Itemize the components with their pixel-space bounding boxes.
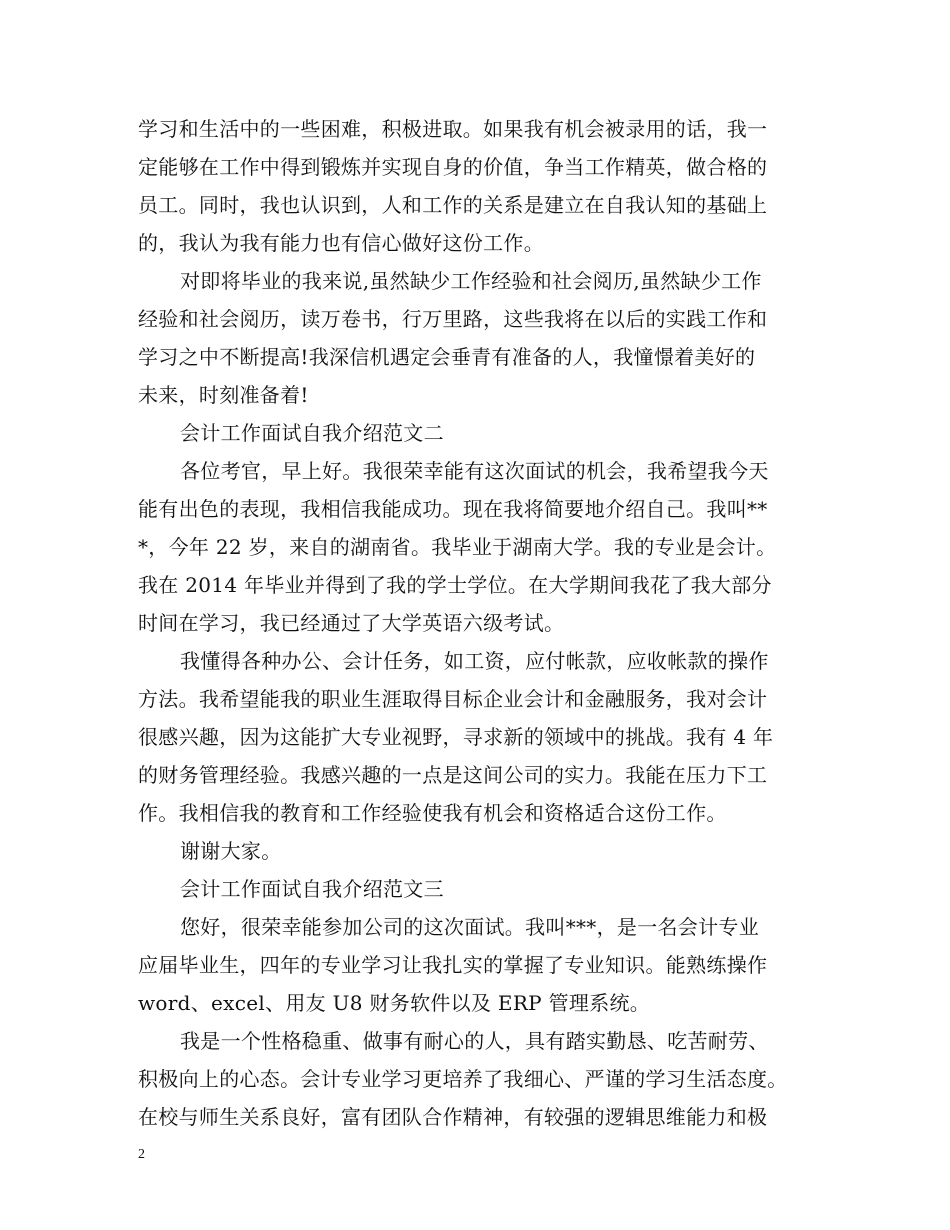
text-line: 定能够在工作中得到锻炼并实现自身的价值，争当工作精英，做合格的 bbox=[138, 155, 768, 179]
text-line: 未来，时刻准备着! bbox=[138, 383, 309, 407]
text-line: 在校与师生关系良好，富有团队合作精神，有较强的逻辑思维能力和极 bbox=[138, 1105, 768, 1129]
text-line: 积极向上的心态。会计专业学习更培养了我细心、严谨的学习生活态度。 bbox=[138, 1067, 788, 1091]
text-line: 作。我相信我的教育和工作经验使我有机会和资格适合这份工作。 bbox=[138, 801, 727, 825]
paragraph-first-line: 我是一个性格稳重、做事有耐心的人，具有踏实勤恳、吃苦耐劳、 bbox=[180, 1029, 769, 1053]
text-line: 能有出色的表现，我相信我能成功。现在我将简要地介绍自己。我叫** bbox=[138, 497, 768, 521]
paragraph-first-line: 我懂得各种办公、会计任务，如工资，应付帐款，应收帐款的操作 bbox=[180, 649, 769, 673]
text-line: 经验和社会阅历，读万卷书，行万里路，这些我将在以后的实践工作和 bbox=[138, 307, 768, 331]
text-line: 的财务管理经验。我感兴趣的一点是这间公司的实力。我能在压力下工 bbox=[138, 763, 768, 787]
text-line: 的，我认为我有能力也有信心做好这份工作。 bbox=[138, 231, 544, 255]
text-line: 时间在学习，我已经通过了大学英语六级考试。 bbox=[138, 611, 565, 635]
text-line: *，今年 22 岁，来自的湖南省。我毕业于湖南大学。我的专业是会计。 bbox=[138, 535, 777, 559]
text-line: 学习和生活中的一些困难，积极进取。如果我有机会被录用的话，我一 bbox=[138, 117, 768, 141]
paragraph-first-line: 各位考官，早上好。我很荣幸能有这次面试的机会，我希望我今天 bbox=[180, 459, 769, 483]
section-heading-3: 会计工作面试自我介绍范文三 bbox=[180, 877, 444, 901]
paragraph-first-line: 您好，很荣幸能参加公司的这次面试。我叫***，是一名会计专业 bbox=[180, 915, 759, 939]
text-line: 员工。同时，我也认识到，人和工作的关系是建立在自我认知的基础上 bbox=[138, 193, 768, 217]
text-line: 方法。我希望能我的职业生涯取得目标企业会计和金融服务，我对会计 bbox=[138, 687, 768, 711]
text-line: word、excel、用友 U8 财务软件以及 ERP 管理系统。 bbox=[138, 991, 651, 1015]
text-line: 应届毕业生，四年的专业学习让我扎实的掌握了专业知识。能熟练操作 bbox=[138, 953, 768, 977]
section-heading-2: 会计工作面试自我介绍范文二 bbox=[180, 421, 444, 445]
text-line: 我在 2014 年毕业并得到了我的学士学位。在大学期间我花了我大部分 bbox=[138, 573, 772, 597]
page-number: 2 bbox=[138, 1147, 145, 1162]
text-line: 学习之中不断提高!我深信机遇定会垂青有准备的人，我憧憬着美好的 bbox=[138, 345, 756, 369]
text-line: 很感兴趣，因为这能扩大专业视野，寻求新的领域中的挑战。我有 4 年 bbox=[138, 725, 774, 749]
closing-line: 谢谢大家。 bbox=[180, 839, 282, 863]
paragraph-first-line: 对即将毕业的我来说,虽然缺少工作经验和社会阅历,虽然缺少工作 bbox=[180, 269, 762, 293]
